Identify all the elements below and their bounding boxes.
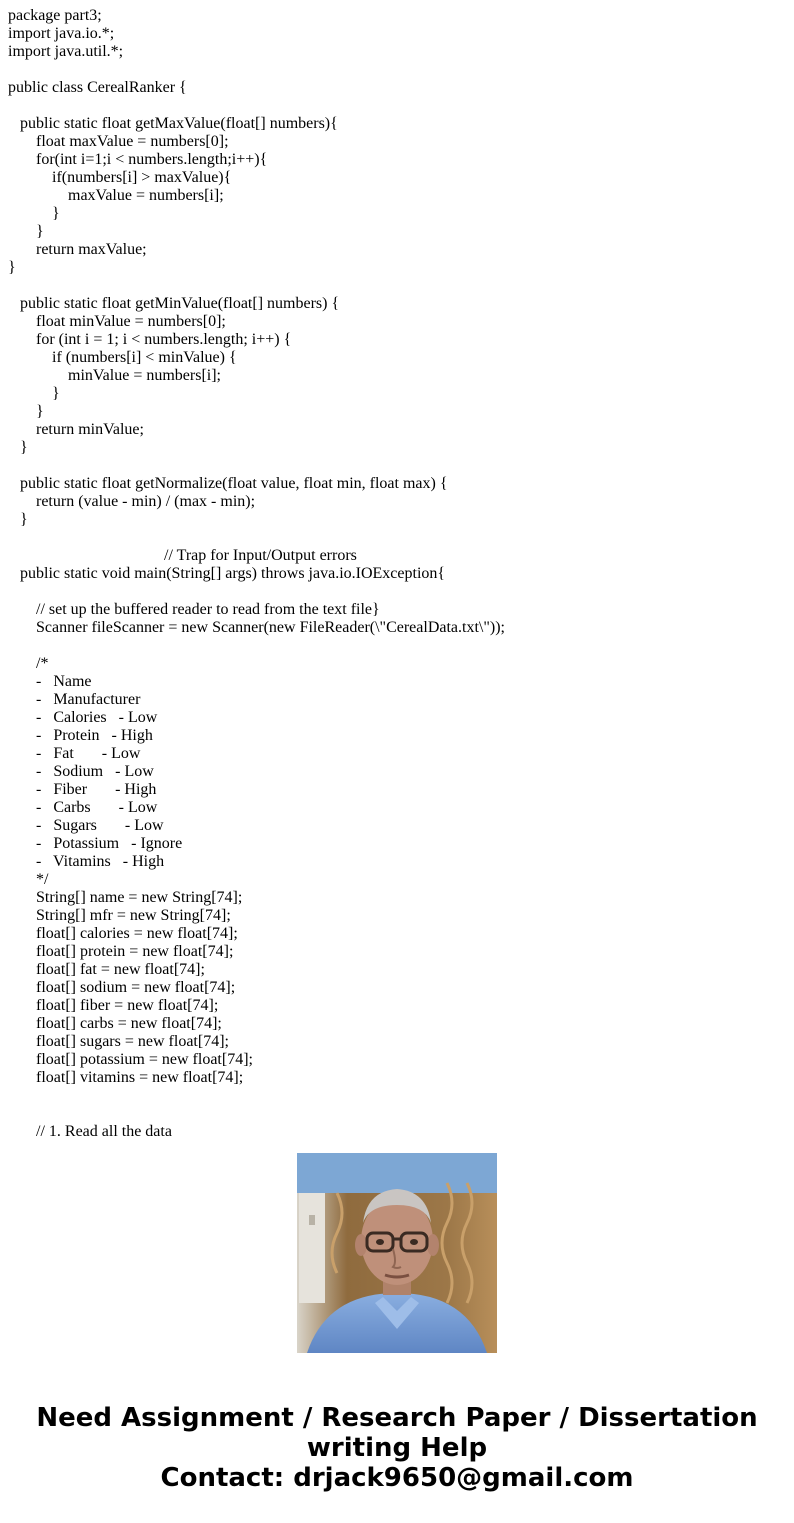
code-line: - Vitamins - High <box>8 853 165 870</box>
author-photo <box>297 1153 497 1353</box>
code-line <box>8 277 794 295</box>
code-line: Scanner fileScanner = new Scanner(new FileReader(\"CerealData.txt\")); <box>8 619 505 636</box>
code-line: if(numbers[i] > maxValue){ <box>8 169 232 186</box>
code-line: minValue = numbers[i]; <box>8 367 221 384</box>
code-line: float[] sodium = new float[74]; <box>8 979 236 996</box>
code-line: public class CerealRanker { <box>8 79 187 96</box>
code-line: for (int i = 1; i < numbers.length; i++) { <box>8 331 292 348</box>
code-line: public static void main(String[] args) throws java.io.IOException{ <box>8 565 446 582</box>
code-line: - Fat - Low <box>8 745 141 762</box>
code-line: return (value - min) / (max - min); <box>8 493 256 510</box>
code-line: - Potassium - Ignore <box>8 835 183 852</box>
code-line <box>8 457 794 475</box>
code-line: } <box>8 259 16 276</box>
code-line: // set up the buffered reader to read from the text file} <box>8 601 380 618</box>
code-line: } <box>8 511 28 528</box>
code-line: - Fiber - High <box>8 781 157 798</box>
code-line <box>8 1105 794 1123</box>
code-line: } <box>8 439 28 456</box>
code-line <box>8 637 794 655</box>
code-line: import java.util.*; <box>8 43 124 60</box>
promo-subheadline: writing Help <box>306 1433 488 1463</box>
code-line <box>8 97 794 115</box>
code-line: - Name <box>8 673 92 690</box>
code-line: public static float getMinValue(float[] numbers) { <box>8 295 340 312</box>
promo-banner <box>0 1403 794 1493</box>
code-line: float[] sugars = new float[74]; <box>8 1033 229 1050</box>
code-line: float[] vitamins = new float[74]; <box>8 1069 244 1086</box>
code-line: - Sodium - Low <box>8 763 154 780</box>
code-line: /* <box>8 655 49 672</box>
code-line: // 1. Read all the data <box>8 1123 172 1140</box>
code-line <box>8 1087 794 1105</box>
code-line: // Trap for Input/Output errors <box>8 547 357 564</box>
code-line: } <box>8 385 60 402</box>
code-line <box>8 583 794 601</box>
code-line: - Calories - Low <box>8 709 158 726</box>
code-line: - Protein - High <box>8 727 153 744</box>
code-line: import java.io.*; <box>8 25 115 42</box>
promo-headline: Need Assignment / Research Paper / Dissertation <box>36 1403 758 1433</box>
code-line: } <box>8 403 44 420</box>
code-line: */ <box>8 871 49 888</box>
code-line: maxValue = numbers[i]; <box>8 187 224 204</box>
code-line: float[] fat = new float[74]; <box>8 961 205 978</box>
code-line: } <box>8 223 44 240</box>
code-line: public static float getNormalize(float value, float min, float max) { <box>8 475 448 492</box>
code-line: String[] name = new String[74]; <box>8 889 243 906</box>
code-line: float[] carbs = new float[74]; <box>8 1015 222 1032</box>
code-line: return minValue; <box>8 421 144 438</box>
code-line: public static float getMaxValue(float[] numbers){ <box>8 115 338 132</box>
code-line <box>8 61 794 79</box>
code-line: - Manufacturer <box>8 691 141 708</box>
code-line: float minValue = numbers[0]; <box>8 313 226 330</box>
code-line: float[] calories = new float[74]; <box>8 925 238 942</box>
code-line <box>8 529 794 547</box>
code-line: for(int i=1;i < numbers.length;i++){ <box>8 151 268 168</box>
code-line: package part3; <box>8 7 102 24</box>
code-line: float[] fiber = new float[74]; <box>8 997 219 1014</box>
code-line: float maxValue = numbers[0]; <box>8 133 229 150</box>
author-avatar <box>297 1153 497 1353</box>
code-line: - Carbs - Low <box>8 799 158 816</box>
promo-contact-email[interactable]: Contact: drjack9650@gmail.com <box>160 1463 634 1493</box>
code-line: } <box>8 205 60 222</box>
code-line: float[] potassium = new float[74]; <box>8 1051 253 1068</box>
code-line: float[] protein = new float[74]; <box>8 943 234 960</box>
code-line: if (numbers[i] < minValue) { <box>8 349 237 366</box>
code-line: String[] mfr = new String[74]; <box>8 907 231 924</box>
code-line: - Sugars - Low <box>8 817 164 834</box>
code-line: return maxValue; <box>8 241 147 258</box>
